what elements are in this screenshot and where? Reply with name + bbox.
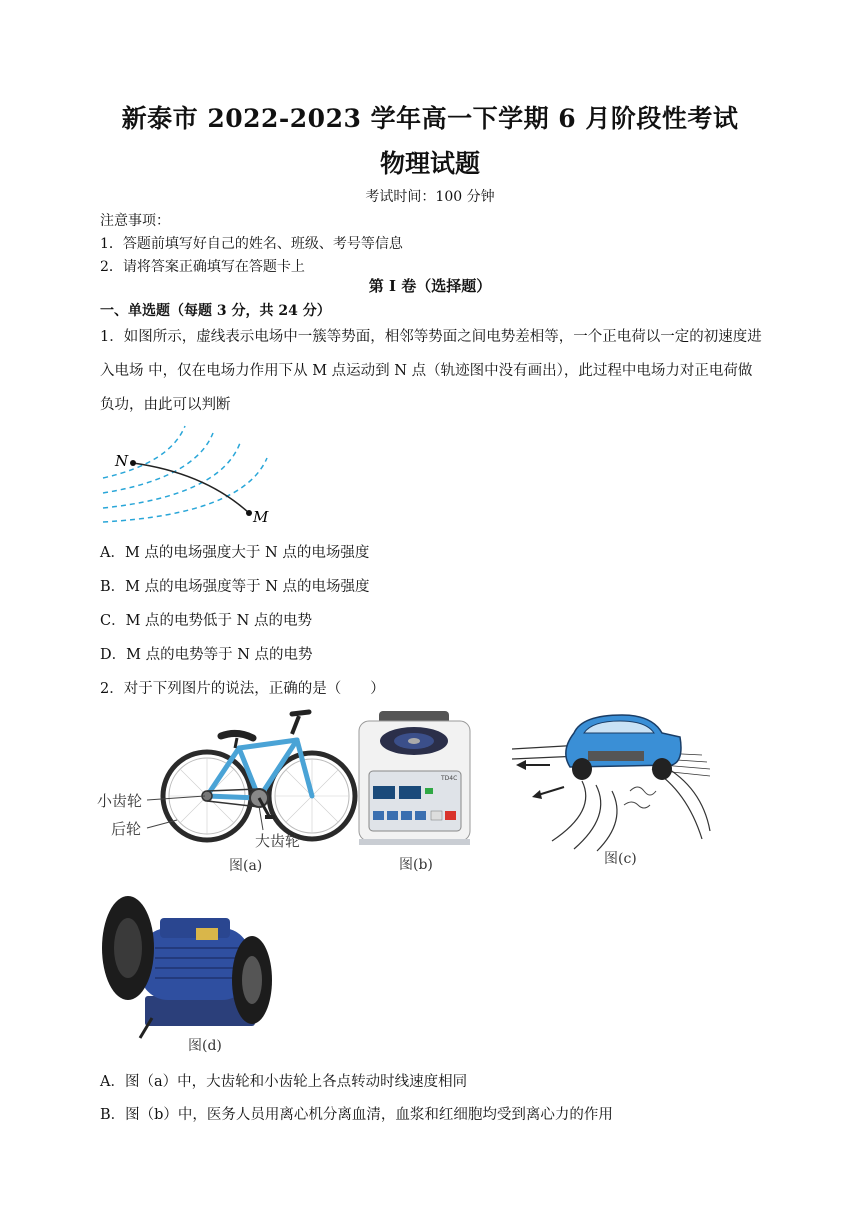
exam-subject: 物理试题	[379, 149, 480, 178]
notice-item-1: 1．答题前填写好自己的姓名、班级、考号等信息	[100, 236, 403, 252]
point-m	[246, 510, 252, 516]
question-1-text: 1．如图所示，虚线表示电场中一簇等势面，相邻等势面之间电势差相等，一个正电荷以一定的初速度进入电场 中，仅在电场力作用下从 M 点运动到 N 点（轨迹图中没有画出），此过程中电场力对正电荷做负功，由此可以判断	[100, 329, 762, 413]
point-n-label: N	[115, 452, 129, 470]
question-2-text: 2．对于下列图片的说法，正确的是（ ）	[100, 681, 385, 697]
figure-b-caption: 图(b)	[399, 857, 433, 873]
q2-option-a: A．图（a）中，大齿轮和小齿轮上各点转动时线速度相同	[100, 1074, 468, 1090]
section-title: 第 I 卷（选择题）	[368, 277, 492, 295]
rear-wheel-label: 后轮	[111, 820, 142, 838]
small-gear-pointer	[147, 796, 205, 800]
point-n	[130, 460, 136, 466]
grinder-figure	[100, 888, 280, 1056]
q1-option-b: B．M 点的电场强度等于 N 点的电场强度	[100, 579, 370, 595]
notice-heading: 注意事项：	[100, 213, 170, 229]
point-m-label: M	[253, 508, 269, 526]
exam-time: 考试时间：100 分钟	[365, 189, 495, 205]
q1-option-a: A．M 点的电场强度大于 N 点的电场强度	[100, 545, 370, 561]
q1-option-d: D．M 点的电势等于 N 点的电势	[100, 647, 313, 663]
big-gear-pointer	[259, 806, 263, 830]
figure-d-caption: 图(d)	[188, 1038, 222, 1054]
figure-a-caption: 图(a)	[229, 858, 263, 874]
centrifuge-model-label: TD4C	[441, 775, 458, 782]
centrifuge-figure	[357, 711, 472, 876]
bicycle-figure	[97, 708, 359, 878]
small-gear-label: 小齿轮	[97, 792, 143, 810]
exam-title: 新泰市 2022-2023 学年高一下学期 6 月阶段性考试	[121, 104, 739, 133]
subsection-title: 一、单选题（每题 3 分，共 24 分）	[100, 303, 331, 319]
q1-option-c: C．M 点的电势低于 N 点的电势	[100, 613, 312, 629]
car-figure	[512, 711, 712, 871]
bicycle-icon	[163, 712, 355, 840]
notice-item-2: 2．请将答案正确填写在答题卡上	[100, 259, 305, 275]
skidding-car-icon	[512, 715, 710, 851]
big-gear-label: 大齿轮	[255, 832, 301, 850]
q2-option-b: B．图（b）中，医务人员用离心机分离血清，血浆和红细胞均受到离心力的作用	[100, 1107, 613, 1123]
figure-c-caption: 图(c)	[604, 851, 637, 867]
bench-grinder-icon	[102, 896, 272, 1038]
equipotential-figure	[95, 418, 285, 533]
